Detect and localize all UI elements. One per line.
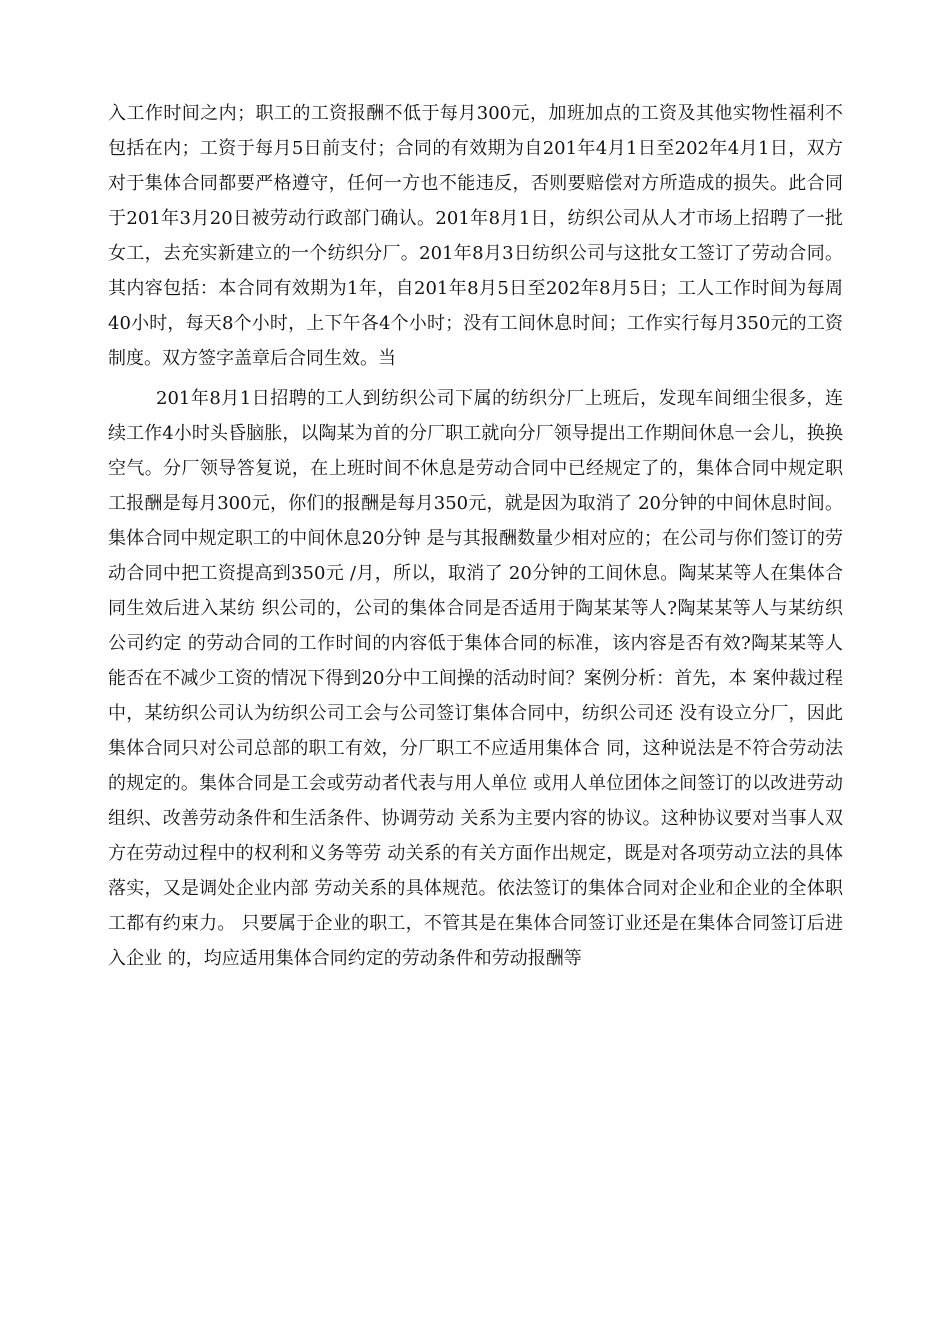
paragraph-case-analysis: 201年8月1日招聘的工人到纺织公司下属的纺织分厂上班后，发现车间细尘很多，连续工作4小时头昏脑胀，以陶某为首的分厂职工就向分厂领导提出工作期间休息一会儿，换换空气。分厂领导答复说，在上班时间不休息是劳动合同中已经规定了的，集体合同中规定职工报酬是每月300元，你们的报酬是每月350元，就是因为取消了 20分钟的中间休息时间。集体合同中规定职工的中间休息20分钟 是与其报酬数量少相对应的；在公司与你们签订的劳动合同中把工资提高到350元 /月，所以，取消了 20分钟的工间休息。陶某某等人在集体合同生效后进入某纺 织公司的，公司的集体合同是否适用于陶某某等人?陶某某等人与某纺织公司约定 的劳动合同的工作时间的内容低于集体合同的标准，该内容是否有效?陶某某等人 能否在不减少工资的情况下得到20分中工间操的活动时间？案例分析：首先，本 案仲裁过程中，某纺织公司认为纺织公司工会与公司签订集体合同中，纺织公司还 没有设立分厂，因此集体合同只对公司总部的职工有效，分厂职工不应适用集体合 同，这种说法是不符合劳动法的规定的。集体合同是工会或劳动者代表与用人单位 或用人单位团体之间签订的以改进劳动组织、改善劳动条件和生活条件、协调劳动 关系为主要内容的协议。这种协议要对当事人双方在劳动过程中的权利和义务等劳 动关系的有关方面作出规定，既是对各项劳动立法的具体落实，又是调处企业内部 劳动关系的具体规范。依法签订的集体合同对企业和企业的全体职工都有约束力。 只要属于企业的职工，不管其是在集体合同签订业还是在集体合同签订后进入企业 的，均应适用集体合同约定的劳动条件和劳动报酬等 [108, 388, 843, 969]
paragraph-contract-terms: 入工作时间之内；职工的工资报酬不低于每月300元，加班加点的工资及其他实物性福利不包括在内；工资于每月5日前支付；合同的有效期为自201年4月1日至202年4月1日，双方对于集体合同都要严格遵守，任何一方也不能违反，否则要赔偿对方所造成的损失。此合同于201年3月20日被劳动行政部门确认。201年8月1日，纺织公司从人才市场上招聘了一批女工，去充实新建立的一个纺织分厂。201年8月3日纺织公司与这批女工签订了劳动合同。其内容包括：本合同有效期为1年，自201年8月5日至202年8月5日；工人工作时间为每周40小时，每天8个小时，上下午各4个小时；没有工间休息时间；工作实行每月350元的工资制度。双方签字盖章后合同生效。当 [108, 103, 843, 369]
document-page [108, 96, 843, 976]
